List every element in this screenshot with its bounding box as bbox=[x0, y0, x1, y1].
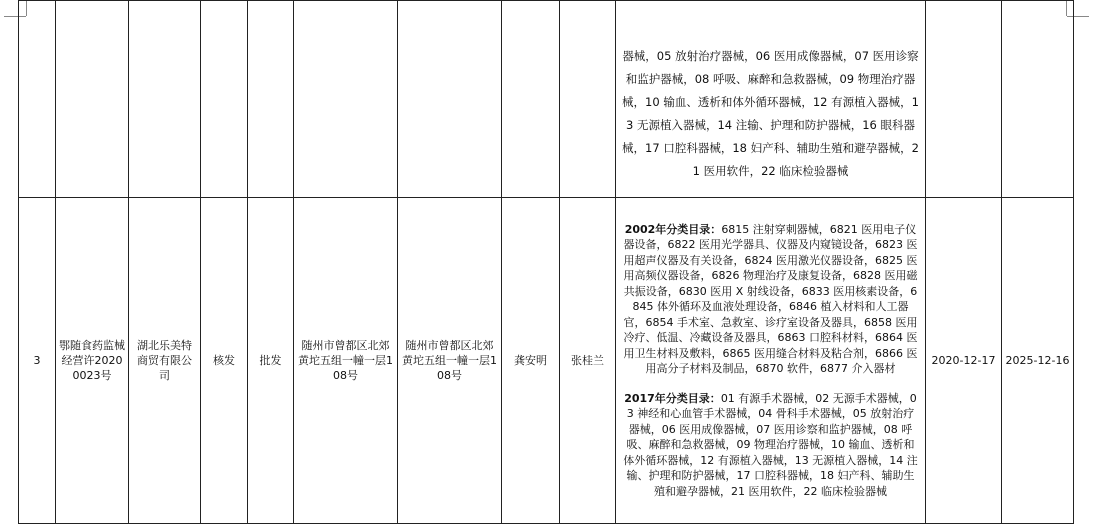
cell-scope-continued bbox=[616, 1, 926, 198]
cell-index: 3 bbox=[19, 198, 56, 524]
cell-empty bbox=[926, 1, 1002, 198]
cell-person-1: 龚安明 bbox=[502, 198, 560, 524]
cell-empty bbox=[502, 1, 560, 198]
cell-person-2: 张桂兰 bbox=[560, 198, 616, 524]
cell-empty bbox=[294, 1, 398, 198]
cell-address-2: 随州市曾都区北郊黄坨五组一幢一层108号 bbox=[398, 198, 502, 524]
cell-business-scope bbox=[616, 198, 926, 524]
cell-empty bbox=[560, 1, 616, 198]
scope-2017-label: 2017年分类目录： bbox=[624, 391, 721, 405]
cell-empty bbox=[398, 1, 502, 198]
scope-2002-label: 2002年分类目录： bbox=[624, 222, 722, 236]
table-row-continued bbox=[19, 1, 1074, 198]
cell-empty bbox=[248, 1, 294, 198]
license-table bbox=[18, 0, 1074, 524]
cell-empty bbox=[1002, 1, 1074, 198]
table-row bbox=[19, 198, 1074, 524]
cell-expiry-date: 2025-12-16 bbox=[1002, 198, 1074, 524]
cell-issue-date: 2020-12-17 bbox=[926, 198, 1002, 524]
scope-spacer bbox=[622, 377, 919, 391]
cell-empty bbox=[129, 1, 201, 198]
cell-empty bbox=[19, 1, 56, 198]
cell-business-mode: 批发 bbox=[248, 198, 294, 524]
cell-empty bbox=[56, 1, 129, 198]
cell-license-number: 鄂随食药监械经营许20200023号 bbox=[56, 198, 129, 524]
scope-2017-text: 01 有源手术器械，02 无源手术器械，03 神经和心血管手术器械，04 骨科手术器械，05 放射治疗器械，06 医用成像器械，07 医用诊察和监护器械，08 呼吸、麻醉和急救器械，09 物理治疗器械，10 输血、透析和体外循环器械，12 有源植入器械，13 无源植入器械，14 注输、护理和防护器械，17 口腔科器械，18 妇产科、辅助生殖和避孕器械，21 医用软件，22 临床检验器械 bbox=[623, 391, 918, 498]
cell-company-name: 湖北乐美特商贸有限公司 bbox=[129, 198, 201, 524]
cell-issue-type: 核发 bbox=[201, 198, 248, 524]
cell-address-1: 随州市曾都区北郊黄坨五组一幢一层108号 bbox=[294, 198, 398, 524]
scope-2002-text: 6815 注射穿刺器械，6821 医用电子仪器设备，6822 医用光学器具、仪器及内窥镜设备，6823 医用超声仪器及有关设备，6824 医用激光仪器设备，6825 医用高频仪器设备，6826 物理治疗及康复设备，6828 医用磁共振设备，6830 医用 X 射线设备，6833 医用核素设备，6845 体外循环及血液处理设备，6846 植入材料和人工器官，6854 手术室、急救室、诊疗室设备及器具，6858 医用冷疗、低温、冷藏设备及器具，6863 口腔科材料，6864 医用卫生材料及敷料，6865 医用缝合材料及粘合剂，6866 医用高分子材料及制品，6870 软件，6877 介入器材 bbox=[623, 222, 918, 376]
scope-continued-text: 器械，05 放射治疗器械，06 医用成像器械，07 医用诊察和监护器械，08 呼吸、麻醉和急救器械，09 物理治疗器械，10 输血、透析和体外循环器械，12 有源植入器械，13 无源植入器械，14 注输、护理和防护器械，16 眼科器械，17 口腔科器械，18 妇产科、辅助生殖和避孕器械，21 医用软件，22 临床检验器械 bbox=[622, 49, 919, 178]
cell-empty bbox=[201, 1, 248, 198]
